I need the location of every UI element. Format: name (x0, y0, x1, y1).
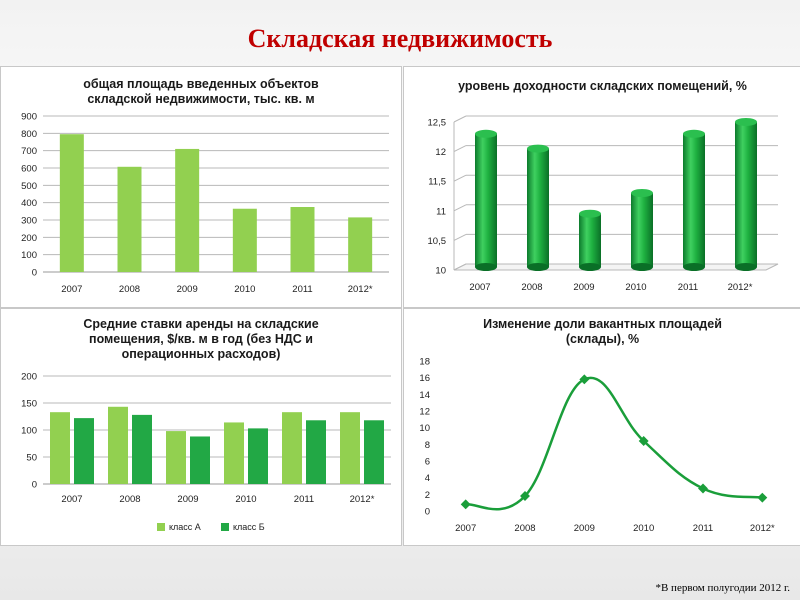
y-tick-label: 900 (21, 111, 37, 123)
bar (108, 407, 128, 484)
bar (175, 149, 199, 272)
bar (60, 134, 84, 272)
bar (631, 193, 653, 267)
chart-title-line: помещения, $/кв. м в год (без НДС и (89, 332, 313, 346)
bar-base (579, 263, 601, 271)
y-tick-label: 16 (419, 373, 430, 385)
y-tick-label: 11,5 (428, 176, 446, 188)
x-tick-label: 2011 (677, 282, 699, 293)
y-tick-label: 300 (21, 215, 37, 227)
x-tick-label: 2007 (61, 494, 83, 505)
bar (118, 167, 142, 272)
x-tick-label: 2012* (349, 494, 375, 505)
x-tick-label: 2012* (347, 284, 373, 295)
y-tick-label: 500 (21, 180, 37, 192)
chart-panel-vacancy (403, 308, 800, 546)
bar (233, 209, 257, 272)
x-tick-label: 2011 (293, 494, 315, 505)
data-point (757, 493, 767, 503)
x-tick-label: 2011 (692, 523, 714, 534)
y-tick-label: 10,5 (427, 235, 446, 247)
y-tick-label: 100 (21, 425, 37, 437)
y-tick-label: 11 (436, 206, 446, 218)
bar (364, 420, 384, 484)
series-line (466, 378, 763, 509)
bar-base (631, 263, 653, 271)
chart-title-line: Изменение доли вакантных площадей (483, 317, 722, 331)
chart-title-line: уровень доходности складских помещений, % (458, 79, 747, 93)
x-tick-label: 2010 (625, 282, 647, 293)
chart-panel-rent (0, 308, 402, 546)
bar (306, 420, 326, 484)
y-tick-label: 12 (435, 147, 446, 159)
y-tick-label: 150 (21, 398, 37, 410)
x-tick-label: 2009 (573, 282, 595, 293)
y-tick-label: 700 (21, 146, 37, 158)
data-point (461, 499, 471, 509)
gridline (454, 146, 466, 152)
bar (50, 412, 70, 484)
bar (74, 418, 94, 484)
y-tick-label: 600 (21, 163, 37, 175)
gridline (454, 234, 466, 240)
legend-label: класс А (169, 522, 201, 532)
bar (282, 412, 302, 484)
x-tick-label: 2009 (177, 494, 199, 505)
bar-base (735, 263, 757, 271)
x-tick-label: 2010 (633, 523, 655, 534)
bar-cap (527, 145, 549, 153)
x-tick-label: 2009 (573, 523, 595, 534)
bar (527, 149, 549, 267)
bar-base (683, 263, 705, 271)
chart-rent (1, 309, 401, 545)
legend-swatch (221, 523, 229, 531)
y-tick-label: 8 (424, 439, 430, 451)
x-tick-label: 2011 (292, 284, 313, 295)
bar (340, 412, 360, 484)
x-tick-label: 2008 (514, 523, 536, 534)
x-tick-label: 2012* (727, 282, 753, 293)
bar (579, 214, 601, 267)
chart-vacancy (404, 309, 800, 545)
gridline (454, 175, 466, 181)
y-tick-label: 100 (21, 250, 37, 262)
x-tick-label: 2008 (118, 284, 141, 295)
x-tick-label: 2007 (469, 282, 491, 293)
chart-title-line: (склады), % (565, 332, 640, 346)
bar-cap (579, 210, 601, 218)
x-tick-label: 2010 (234, 284, 256, 295)
y-tick-label: 0 (424, 506, 430, 518)
bar-cap (631, 189, 653, 197)
x-tick-label: 2008 (521, 282, 543, 293)
bar (735, 122, 757, 267)
x-tick-label: 2012* (749, 523, 775, 534)
legend-swatch (157, 523, 165, 531)
bar (475, 134, 497, 267)
bar-cap (683, 130, 705, 138)
bar (166, 431, 186, 484)
y-tick-label: 800 (21, 128, 37, 140)
chart-title-line: операционных расходов) (121, 347, 281, 361)
chart-floor (454, 264, 778, 270)
y-tick-label: 0 (31, 479, 37, 491)
bar (348, 217, 372, 272)
bar (683, 134, 705, 267)
chart-new-supply (1, 67, 401, 307)
chart-panel-new-supply (0, 66, 402, 308)
y-tick-label: 0 (31, 267, 37, 279)
chart-yield (404, 67, 800, 307)
bar-cap (735, 118, 757, 126)
bar (248, 428, 268, 484)
gridline (454, 205, 466, 211)
bar-base (527, 263, 549, 271)
y-tick-label: 14 (419, 389, 430, 401)
bar (190, 436, 210, 484)
y-tick-label: 50 (26, 452, 37, 464)
y-tick-label: 4 (424, 473, 430, 485)
footnote: *В первом полугодии 2012 г. (655, 582, 790, 594)
chart-title-line: складской недвижимости, тыс. кв. м (87, 92, 315, 106)
x-tick-label: 2008 (119, 494, 141, 505)
gridline (454, 116, 466, 122)
y-tick-label: 6 (424, 456, 430, 468)
x-tick-label: 2007 (455, 523, 477, 534)
chart-panel-yield (403, 66, 800, 308)
x-tick-label: 2007 (61, 284, 83, 295)
chart-title-line: общая площадь введенных объектов (83, 77, 319, 91)
chart-title-line: Средние ставки аренды на складские (83, 317, 319, 331)
y-tick-label: 12,5 (427, 117, 446, 129)
y-tick-label: 400 (21, 198, 37, 210)
y-tick-label: 12 (419, 406, 430, 418)
y-tick-label: 200 (21, 371, 37, 383)
y-tick-label: 10 (435, 265, 446, 277)
y-tick-label: 10 (419, 423, 430, 435)
y-tick-label: 200 (21, 232, 37, 244)
y-tick-label: 18 (419, 356, 430, 368)
data-point (698, 484, 708, 494)
bar (132, 415, 152, 484)
bar-cap (475, 130, 497, 138)
x-tick-label: 2009 (176, 284, 198, 295)
slide-title: Складская недвижимость (247, 24, 553, 53)
bar (224, 422, 244, 484)
bar-base (475, 263, 497, 271)
legend-label: класс Б (233, 522, 265, 532)
bar (291, 207, 315, 272)
x-tick-label: 2010 (235, 494, 257, 505)
y-tick-label: 2 (424, 489, 430, 501)
